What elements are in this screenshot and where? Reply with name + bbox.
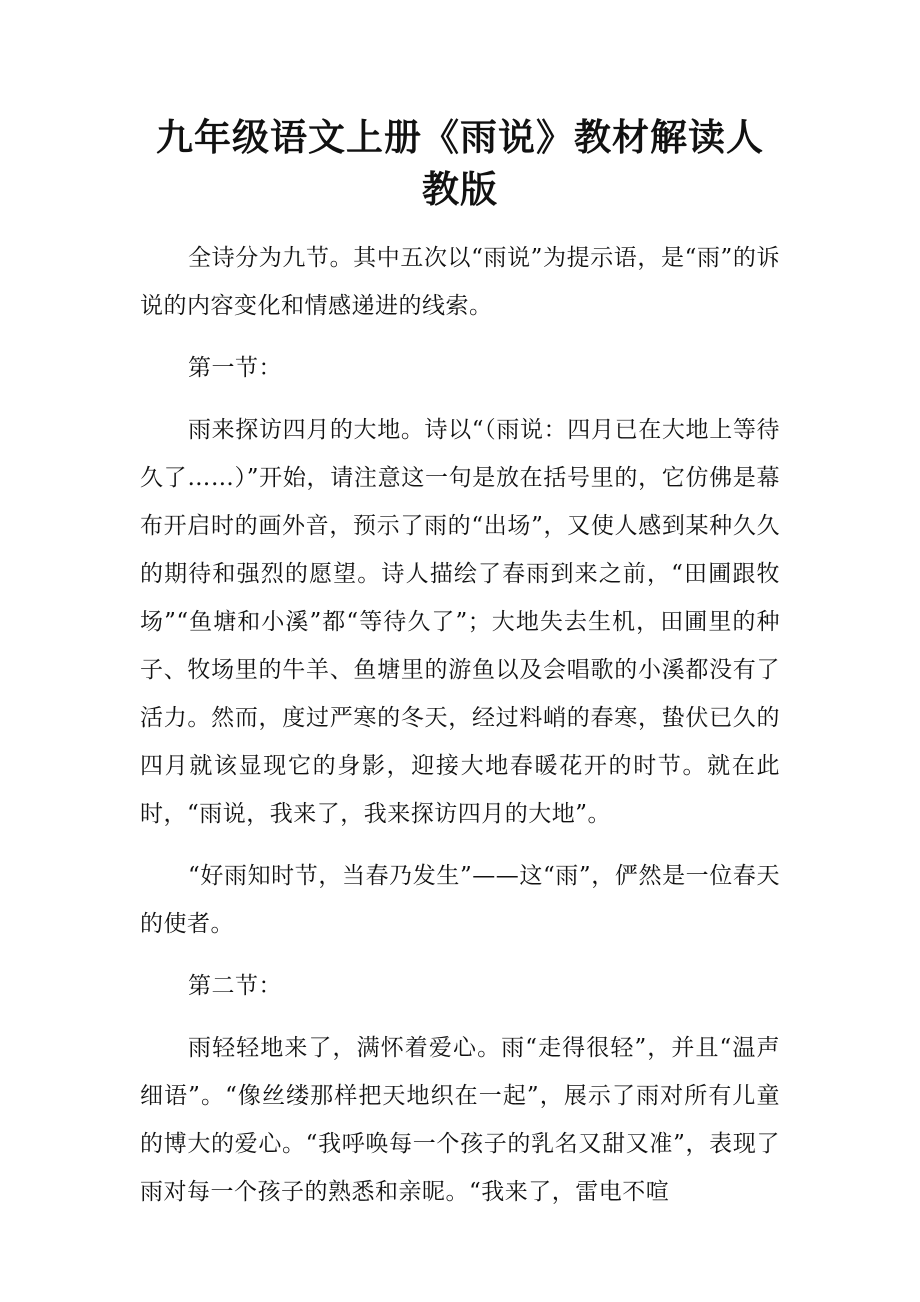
paragraph-quote: “好雨知时节，当春乃发生”——这“雨”，俨然是一位春天的使者。 bbox=[140, 863, 780, 937]
paragraph-intro: 全诗分为九节。其中五次以“雨说”为提示语，是“雨”的诉说的内容变化和情感递进的线索。 bbox=[140, 245, 780, 319]
section-heading-1: 第一节： bbox=[188, 355, 282, 381]
document-body bbox=[140, 234, 780, 1216]
document-title: 九年级语文上册《雨说》教材解读人教版 bbox=[156, 116, 764, 211]
paragraph-section-2: 雨轻轻地来了，满怀着爱心。雨“走得很轻”，并且“温声细语”。“像丝缕那样把天地织在一起”，展示了雨对所有儿童的博大的爱心。“我呼唤每一个孩子的乳名又甜又准”，表现了雨对每一个孩子的熟悉和亲昵。“我来了，雷电不喧 bbox=[140, 1035, 780, 1205]
paragraph-section-1: 雨来探访四月的大地。诗以“（雨说：四月已在大地上等待久了……）”开始，请注意这一句是放在括号里的，它仿佛是幕布开启时的画外音，预示了雨的“出场”，又使人感到某种久久的期待和强烈的愿望。诗人描绘了春雨到来之前，“田圃跟牧场”“鱼塘和小溪”都“等待久了”；大地失去生机，田圃里的种子、牧场里的牛羊、鱼塘里的游鱼以及会唱歌的小溪都没有了活力。然而，度过严寒的冬天，经过料峭的春寒，蛰伏已久的四月就该显现它的身影，迎接大地春暖花开的时节。就在此时，“雨说，我来了，我来探访四月的大地”。 bbox=[140, 417, 780, 827]
document-page bbox=[140, 0, 780, 1230]
section-heading-2: 第二节： bbox=[188, 973, 282, 999]
